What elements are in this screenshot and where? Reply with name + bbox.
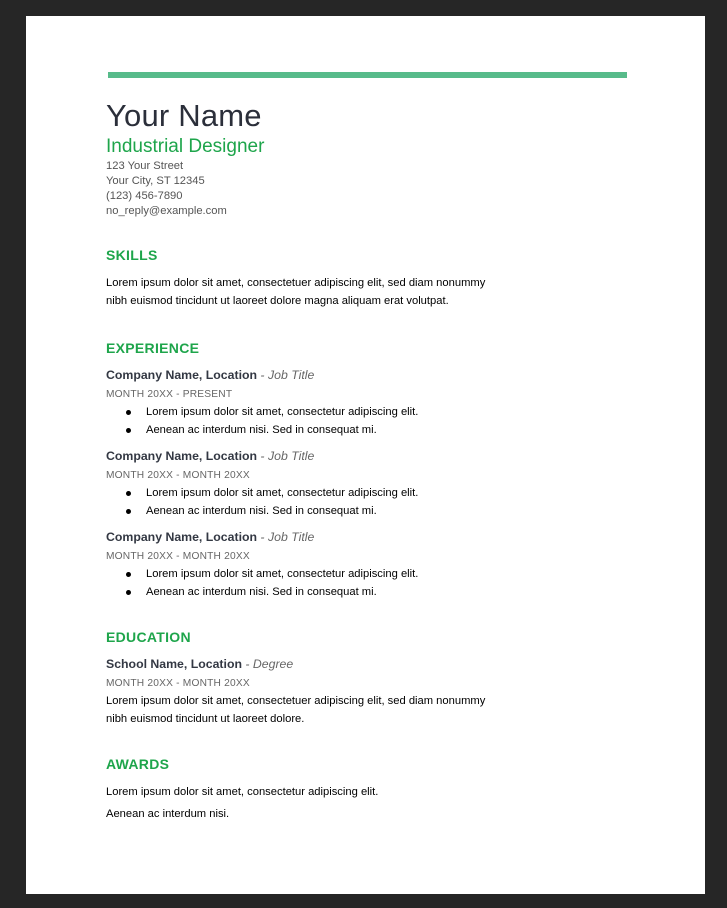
job-company: Company Name, Location [106, 449, 258, 463]
header-accent-rule [108, 72, 627, 78]
job-heading[interactable] [106, 448, 626, 465]
contact-city[interactable]: Your City, ST 12345 [106, 175, 205, 187]
job-title: Job Title [267, 449, 315, 463]
contact-street[interactable]: 123 Your Street [106, 160, 184, 172]
education-entry [106, 656, 626, 728]
bullet-text: Aenean ac interdum nisi. Sed in consequat mi. [146, 585, 377, 598]
experience-entry [106, 529, 626, 601]
job-heading[interactable] [106, 367, 626, 384]
skills-line[interactable]: nibh euismod tincidunt ut laoreet dolore magna aliquam erat volutpat. [106, 295, 449, 307]
skills-text [106, 274, 626, 310]
section-title-awards[interactable]: AWARDS [106, 756, 170, 772]
education-line[interactable]: Lorem ipsum dolor sit amet, consectetuer adipiscing elit, sed diam nonummy [106, 695, 486, 707]
education-separator: - [241, 657, 253, 671]
bullet-dot-icon [126, 590, 131, 595]
bullet-dot-icon [126, 428, 131, 433]
job-company: Company Name, Location [106, 368, 258, 382]
contact-block [106, 159, 626, 219]
job-bullet[interactable] [106, 422, 626, 440]
bullet-text: Aenean ac interdum nisi. Sed in consequat mi. [146, 504, 377, 517]
school-name: School Name, Location [106, 657, 242, 671]
job-bullets [106, 404, 626, 439]
education-heading[interactable] [106, 656, 626, 673]
section-title-education[interactable]: EDUCATION [106, 629, 191, 645]
job-bullet[interactable] [106, 404, 626, 422]
job-bullet[interactable] [106, 503, 626, 521]
job-separator: - [257, 449, 268, 463]
bullet-dot-icon [126, 491, 131, 496]
job-bullet[interactable] [106, 584, 626, 602]
contact-phone[interactable]: (123) 456-7890 [106, 190, 183, 202]
job-heading[interactable] [106, 529, 626, 546]
bullet-dot-icon [126, 572, 131, 577]
job-bullet[interactable] [106, 485, 626, 503]
job-company: Company Name, Location [106, 530, 258, 544]
job-dates[interactable]: MONTH 20XX - PRESENT [106, 389, 233, 400]
job-title: Job Title [267, 368, 315, 382]
contact-email[interactable]: no_reply@example.com [106, 205, 227, 217]
job-bullets [106, 485, 626, 520]
skills-line[interactable]: Lorem ipsum dolor sit amet, consectetuer adipiscing elit, sed diam nonummy [106, 277, 486, 289]
awards-line[interactable]: Lorem ipsum dolor sit amet, consectetur adipiscing elit. [106, 786, 379, 798]
resume-content [106, 97, 626, 823]
bullet-text: Lorem ipsum dolor sit amet, consectetur adipiscing elit. [146, 487, 419, 499]
bullet-text: Lorem ipsum dolor sit amet, consectetur adipiscing elit. [146, 568, 419, 580]
job-dates[interactable]: MONTH 20XX - MONTH 20XX [106, 470, 250, 481]
section-title-experience[interactable]: EXPERIENCE [106, 340, 200, 356]
experience-entry [106, 448, 626, 520]
awards-line[interactable]: Aenean ac interdum nisi. [106, 808, 230, 820]
job-bullet[interactable] [106, 566, 626, 584]
candidate-role[interactable]: Industrial Designer [106, 136, 265, 157]
job-bullets [106, 566, 626, 601]
job-dates[interactable]: MONTH 20XX - MONTH 20XX [106, 551, 250, 562]
bullet-text: Lorem ipsum dolor sit amet, consectetur adipiscing elit. [146, 406, 419, 418]
job-separator: - [257, 530, 268, 544]
bullet-text: Aenean ac interdum nisi. Sed in consequat mi. [146, 423, 377, 436]
bullet-dot-icon [126, 509, 131, 514]
bullet-dot-icon [126, 410, 131, 415]
experience-entry [106, 367, 626, 439]
education-dates[interactable]: MONTH 20XX - MONTH 20XX [106, 678, 250, 689]
candidate-name[interactable]: Your Name [106, 98, 262, 133]
section-title-skills[interactable]: SKILLS [106, 247, 158, 263]
job-separator: - [257, 368, 268, 382]
education-line[interactable]: nibh euismod tincidunt ut laoreet dolore. [106, 713, 305, 725]
resume-page [26, 16, 705, 894]
degree: Degree [252, 657, 294, 671]
job-title: Job Title [267, 530, 315, 544]
